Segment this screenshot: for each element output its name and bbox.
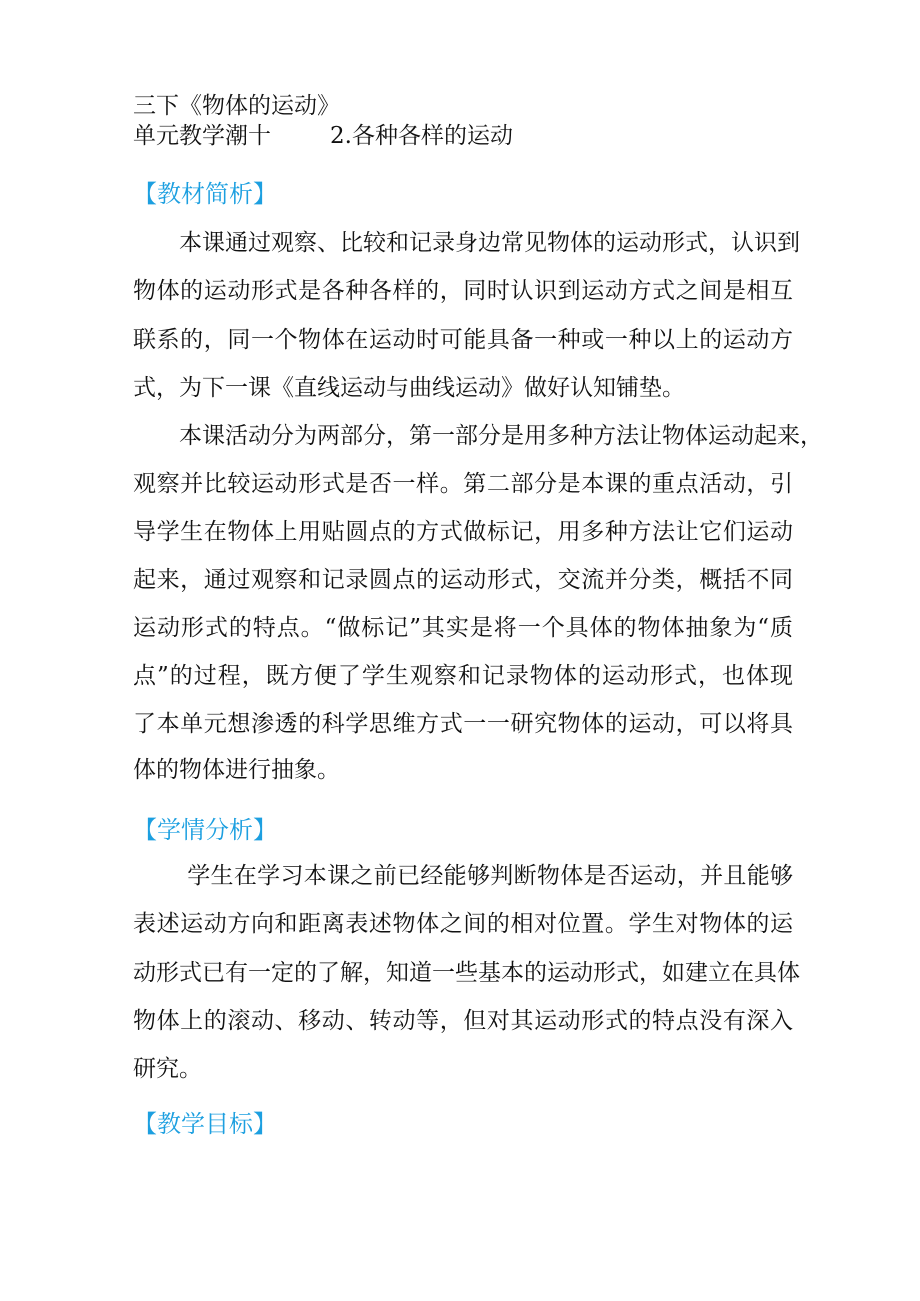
paragraph-line: 联系的，同一个物体在运动时可能具备一种或一种以上的运动方 (133, 327, 793, 353)
lesson-title: 2.各种各样的运动 (330, 123, 513, 149)
paragraph-line: 导学生在物体上用贴圆点的方式做标记，用多种方法让它们运动 (133, 519, 793, 545)
section-heading-textbook-analysis: 【教材简析】 (133, 180, 277, 208)
paragraph-line: 物体的运动形式是各种各样的，同时认识到运动方式之间是相互 (133, 278, 793, 304)
unit-label: 单元教学潮十 (133, 123, 271, 149)
paragraph-line: 运动形式的特点。“做标记”其实是将一个具体的物体抽象为“质 (133, 615, 793, 641)
paragraph-line: 观察并比较运动形式是否一样。第二部分是本课的重点活动，引 (133, 471, 793, 497)
document-title: 三下《物体的运动》 (133, 93, 340, 119)
paragraph-line: 动形式已有一定的了解，知道一些基本的运动形式，如建立在具体 (133, 960, 800, 986)
paragraph-line: 起来，通过观察和记录圆点的运动形式，交流并分类，概括不同 (133, 567, 793, 593)
paragraph-line: 物体上的滚动、移动、转动等，但对其运动形式的特点没有深入 (133, 1008, 793, 1034)
paragraph-line: 研究。 (133, 1056, 202, 1082)
paragraph-line: 表述运动方向和距离表述物体之间的相对位置。学生对物体的运 (133, 911, 793, 937)
paragraph-line: 式，为下一课《直线运动与曲线运动》做好认知铺垫。 (133, 375, 685, 401)
section-heading-student-analysis: 【学情分析】 (133, 816, 277, 844)
paragraph-line: 点”的过程，既方便了学生观察和记录物体的运动形式，也体现 (133, 663, 793, 689)
paragraph-line: 学生在学习本课之前已经能够判断物体是否运动，并且能够 (133, 863, 793, 889)
paragraph-line: 了本单元想渗透的科学思维方式一一研究物体的运动，可以将具 (133, 711, 793, 737)
paragraph-line: 本课通过观察、比较和记录身边常见物体的运动形式，认识到 (133, 230, 800, 256)
section-heading-teaching-goals: 【教学目标】 (133, 1110, 277, 1138)
paragraph-line: 体的物体进行抽象。 (133, 757, 340, 783)
paragraph-line: 本课活动分为两部分，第一部分是用多种方法让物体运动起来， (133, 423, 823, 449)
